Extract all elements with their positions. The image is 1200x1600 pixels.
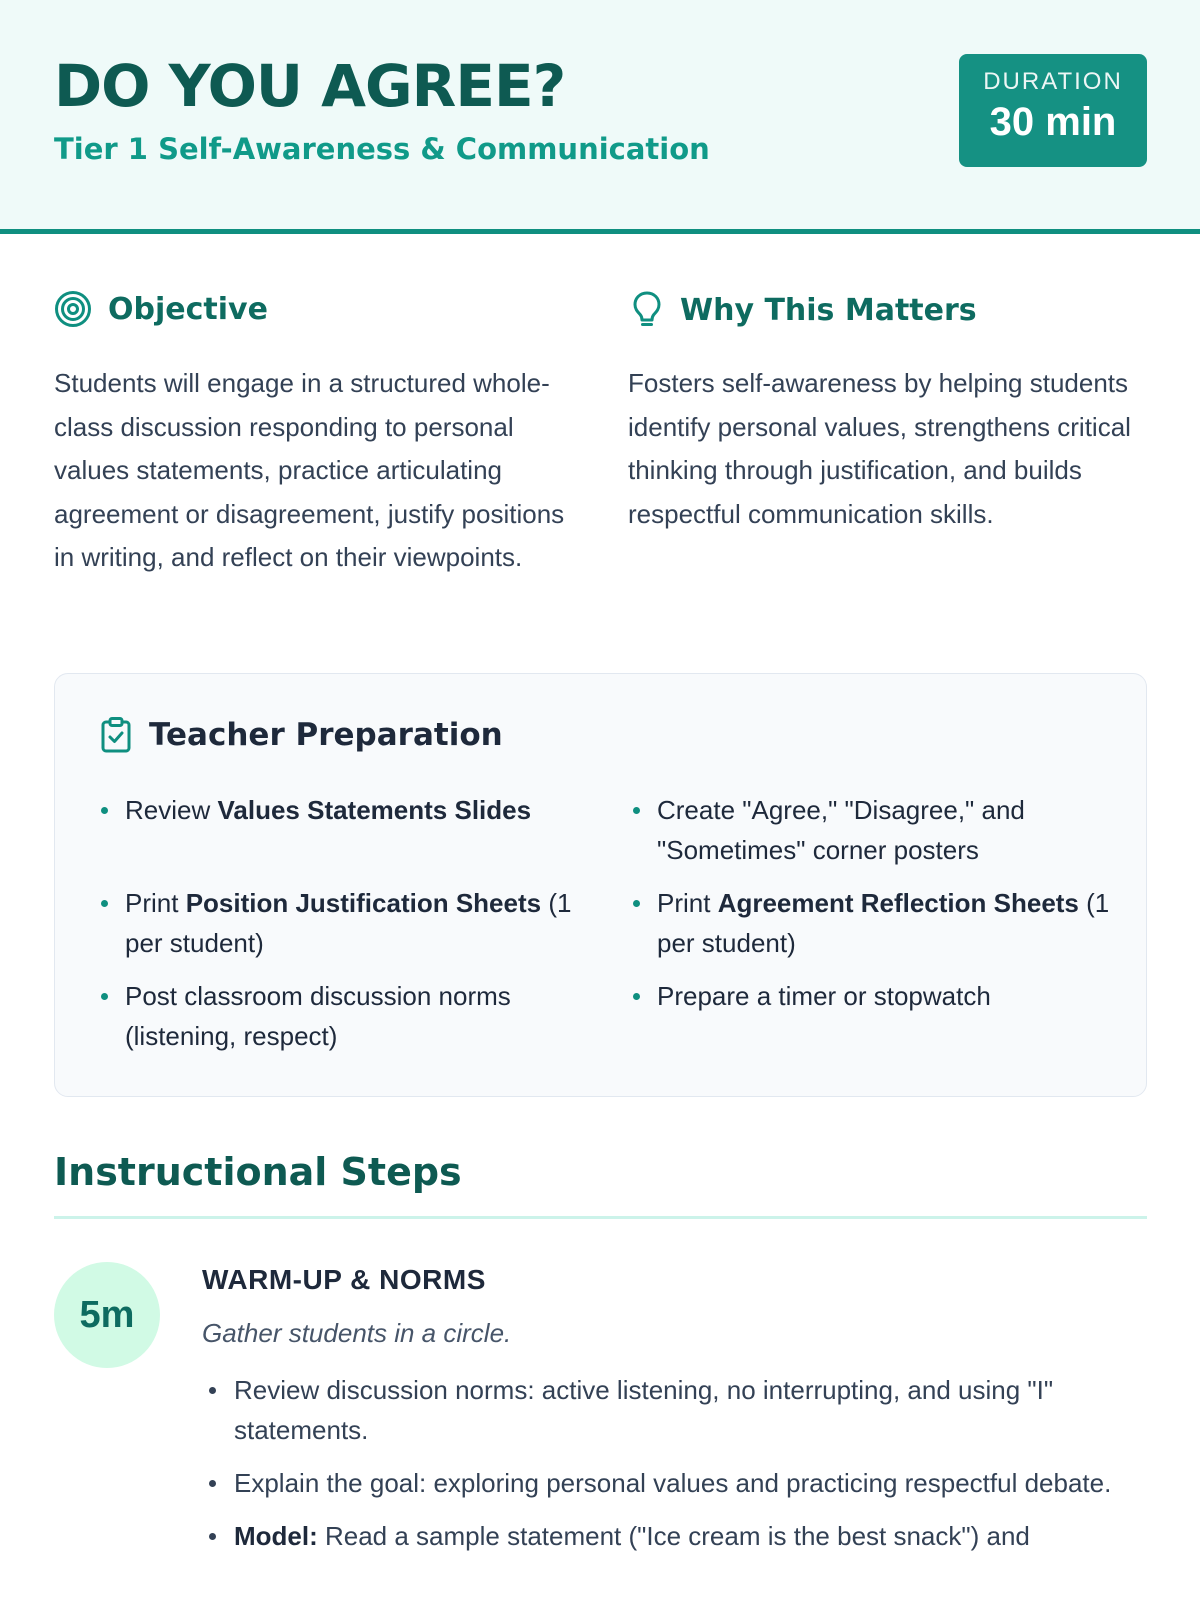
step-title: WARM-UP & NORMS — [202, 1264, 486, 1295]
step-bullet-list — [202, 1370, 1147, 1569]
objective-heading — [54, 290, 268, 328]
duration-label: DURATION — [983, 68, 1123, 95]
page-title: DO YOU AGREE? — [54, 52, 566, 120]
page-subtitle: Tier 1 Self-Awareness & Communication — [54, 132, 710, 166]
teacher-preparation-card — [54, 673, 1147, 1097]
why-heading-text: Why This Matters — [680, 292, 977, 328]
objective-heading-text: Objective — [108, 291, 268, 327]
prep-item: Post classroom discussion norms (listening, respect) — [99, 976, 589, 1056]
prep-item: Prepare a timer or stopwatch — [631, 976, 1121, 1016]
why-heading — [630, 290, 977, 330]
prep-heading — [99, 716, 503, 754]
step-duration-badge: 5m — [54, 1262, 160, 1368]
page-header — [0, 0, 1200, 234]
objective-text: Students will engage in a structured whole-class discussion responding to personal values statements, practice articulating agreement or disagreement, justify positions in writing, and reflect on their viewpoints. — [54, 368, 565, 572]
prep-item: Print Position Justification Sheets (1 per student) — [99, 883, 589, 976]
why-text: Fosters self-awareness by helping students identify personal values, strengthens critical thinking through justification, and builds respectful communication skills. — [628, 368, 1131, 529]
clipboard-check-icon — [99, 716, 133, 754]
step-bullet: Explain the goal: exploring personal values and practicing respectful debate. — [202, 1463, 1147, 1503]
duration-value: 30 min — [989, 100, 1117, 144]
lightbulb-icon — [630, 290, 664, 330]
prep-item: Print Agreement Reflection Sheets (1 per student) — [631, 883, 1121, 976]
prep-item: Review Values Statements Slides — [99, 790, 589, 883]
step-bullet: Review discussion norms: active listening, no interrupting, and using "I" statements. — [202, 1370, 1147, 1450]
section-divider — [54, 1216, 1147, 1219]
step-note: Gather students in a circle. — [202, 1318, 512, 1348]
duration-badge — [959, 54, 1147, 167]
step-bullet: Model: Read a sample statement ("Ice cream is the best snack") and — [202, 1516, 1147, 1556]
target-icon — [54, 290, 92, 328]
prep-heading-text: Teacher Preparation — [149, 717, 503, 753]
prep-item: Create "Agree," "Disagree," and "Sometimes" corner posters — [631, 790, 1121, 883]
instructional-steps-heading: Instructional Steps — [54, 1150, 462, 1194]
prep-list-left — [99, 790, 589, 1056]
prep-list-right — [631, 790, 1121, 1016]
